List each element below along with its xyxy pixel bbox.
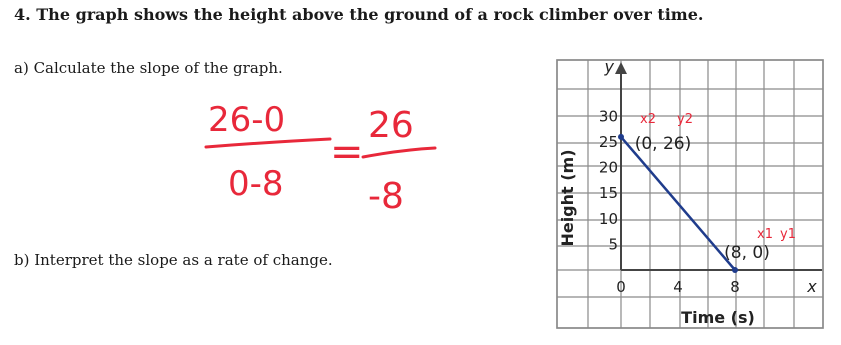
point-label: (0, 26) [634, 133, 692, 154]
y-axis-letter: y [604, 57, 614, 76]
point-label: (8, 0) [724, 243, 770, 263]
y-tick-label: 20 [598, 158, 618, 177]
data-point [732, 267, 738, 273]
y-tick-label: 10 [598, 209, 618, 228]
x-tick-label: 0 [616, 278, 626, 296]
y-tick-label: 5 [608, 235, 618, 254]
denominator-right: -8 [368, 176, 404, 217]
annotation-y2: y2 [677, 112, 693, 127]
y-axis-label: Height (m) [558, 149, 577, 247]
numerator-right: 26 [368, 105, 414, 146]
x-tick-label: 8 [730, 278, 740, 296]
data-point [618, 134, 624, 140]
x-axis-letter: x [807, 277, 817, 296]
x-tick-label: 4 [673, 278, 683, 296]
y-tick-label: 30 [598, 107, 618, 126]
y-tick-label: 15 [598, 184, 618, 203]
equals-sign: = [330, 129, 364, 175]
question-title: 4. The graph shows the height above the ground of a rock climber over time. [14, 5, 704, 24]
numerator-left: 26-0 [208, 100, 286, 140]
part-b-prompt: b) Interpret the slope as a rate of change. [14, 251, 333, 269]
annotation-x1: x1 [757, 227, 773, 242]
annotation-x2: x2 [640, 112, 656, 127]
denominator-left: 0-8 [228, 164, 284, 204]
x-axis-label: Time (s) [681, 308, 755, 327]
part-a-prompt: a) Calculate the slope of the graph. [14, 59, 283, 77]
annotation-y1: y1 [780, 227, 796, 242]
y-tick-label: 25 [598, 133, 618, 151]
graph-frame [557, 60, 823, 328]
